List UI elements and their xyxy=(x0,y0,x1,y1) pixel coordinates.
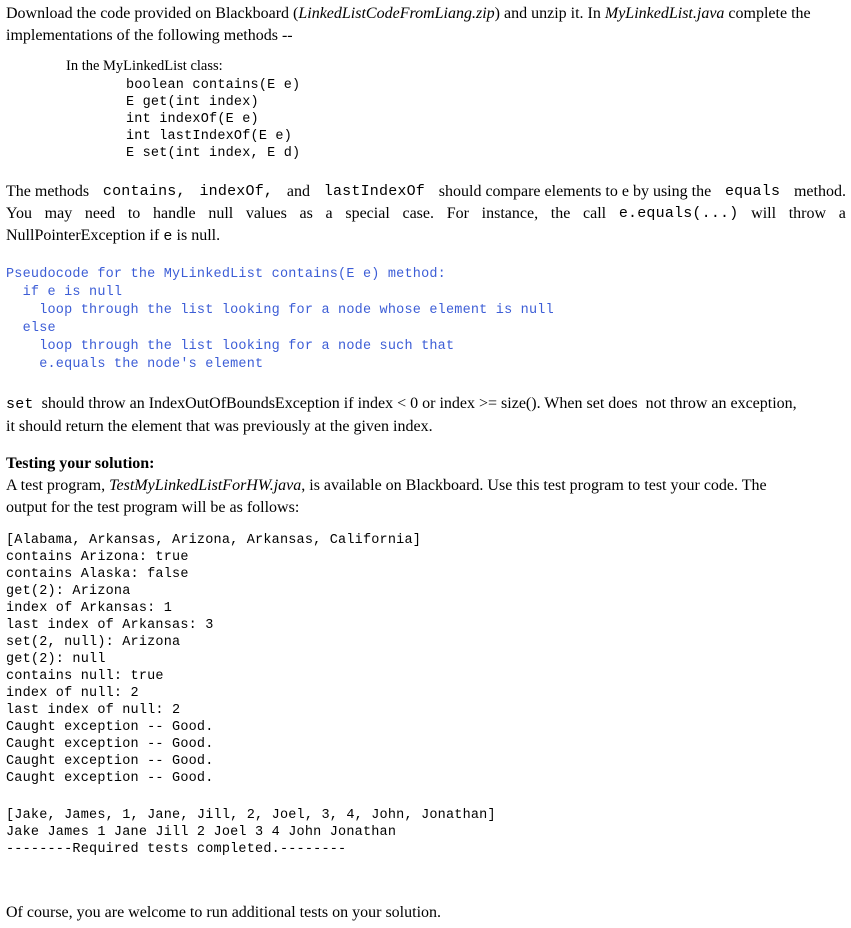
output-line: Caught exception -- Good. xyxy=(6,771,214,786)
test-output-block xyxy=(6,532,421,787)
intro-line-1 xyxy=(6,3,846,25)
testing-section xyxy=(6,453,846,519)
equals-line-3: NullPointerException if e is null. xyxy=(6,227,221,245)
output-line: contains Alaska: false xyxy=(6,567,189,582)
pseudocode-line: loop through the list looking for a node such that xyxy=(6,339,455,354)
output-line: contains Arizona: true xyxy=(6,550,189,565)
testing-heading: Testing your solution: xyxy=(6,455,155,472)
code-e: e xyxy=(163,228,173,245)
set-line-2: it should return the element that was previously at the given index. xyxy=(6,418,433,435)
pseudocode-line: e.equals the node's element xyxy=(6,357,264,372)
output-line: get(2): null xyxy=(6,652,106,667)
method-signature: int indexOf(E e) xyxy=(126,112,259,127)
output-line: --------Required tests completed.-------- xyxy=(6,842,347,857)
output-line: last index of null: 2 xyxy=(6,703,181,718)
equals-paragraph xyxy=(6,181,846,248)
method-signature: E get(int index) xyxy=(126,95,259,110)
zip-filename: LinkedListCodeFromLiang.zip xyxy=(298,5,495,22)
testing-line-1: A test program, TestMyLinkedListForHW.java, is available on Blackboard. Use this test program to test your code. The xyxy=(6,477,767,494)
method-signature: E set(int index, E d) xyxy=(126,146,301,161)
code-equals-call: e.equals(...) xyxy=(618,205,739,222)
equals-line-2: You may need to handle null values as a special case. For instance, the call e.equals(...) will throw a xyxy=(6,203,846,225)
output-line: [Jake, James, 1, Jane, Jill, 2, Joel, 3, 4, John, Jonathan] xyxy=(6,808,496,823)
pseudocode-line: Pseudocode for the MyLinkedList contains(E e) method: xyxy=(6,267,446,282)
output-line: index of Arkansas: 1 xyxy=(6,601,173,616)
testing-line-2: output for the test program will be as follows: xyxy=(6,499,300,516)
code-lastindexof: lastIndexOf xyxy=(323,183,425,200)
pseudocode-block xyxy=(6,266,554,374)
intro-text: ) and unzip it. In xyxy=(494,5,605,22)
pseudocode-line: loop through the list looking for a node whose element is null xyxy=(6,303,554,318)
code-contains: contains, xyxy=(102,183,186,200)
java-filename: MyLinkedList.java xyxy=(604,5,725,22)
closing-line: Of course, you are welcome to run additional tests on your solution. xyxy=(6,904,442,921)
code-indexof: indexOf, xyxy=(199,183,274,200)
output-line: index of null: 2 xyxy=(6,686,139,701)
intro-text: complete the xyxy=(724,5,811,22)
output-line: get(2): Arizona xyxy=(6,584,131,599)
code-set: set xyxy=(6,396,34,413)
test-filename: TestMyLinkedListForHW.java xyxy=(109,477,302,494)
set-line-1: set should throw an IndexOutOfBoundsException if index < 0 or index >= size(). When set does not throw an exception, xyxy=(6,395,797,413)
output-line: Caught exception -- Good. xyxy=(6,737,214,752)
output-line: contains null: true xyxy=(6,669,164,684)
output-line: Caught exception -- Good. xyxy=(6,754,214,769)
intro-paragraph xyxy=(6,3,846,47)
set-paragraph xyxy=(6,393,848,438)
method-signature: boolean contains(E e) xyxy=(126,78,301,93)
method-signature: int lastIndexOf(E e) xyxy=(126,129,293,144)
method-list xyxy=(126,77,300,162)
output-line: Caught exception -- Good. xyxy=(6,720,214,735)
pseudocode-line: if e is null xyxy=(6,285,123,300)
code-equals: equals xyxy=(724,183,781,200)
output-line: Jake James 1 Jane Jill 2 Joel 3 4 John Jonathan xyxy=(6,825,397,840)
pseudocode-line: else xyxy=(6,321,56,336)
intro-text: Download the code provided on Blackboard ( xyxy=(6,5,299,22)
output-line: [Alabama, Arkansas, Arizona, Arkansas, California] xyxy=(6,533,422,548)
output-line: set(2, null): Arizona xyxy=(6,635,181,650)
intro-line-2: implementations of the following methods -- xyxy=(6,27,293,44)
equals-line-1: The methods contains, indexOf, and lastIndexOf should compare elements to e by using the equals method. xyxy=(6,181,846,203)
class-heading: In the MyLinkedList class: xyxy=(66,58,223,74)
output-line: last index of Arkansas: 3 xyxy=(6,618,214,633)
test-output-block-2 xyxy=(6,807,496,858)
